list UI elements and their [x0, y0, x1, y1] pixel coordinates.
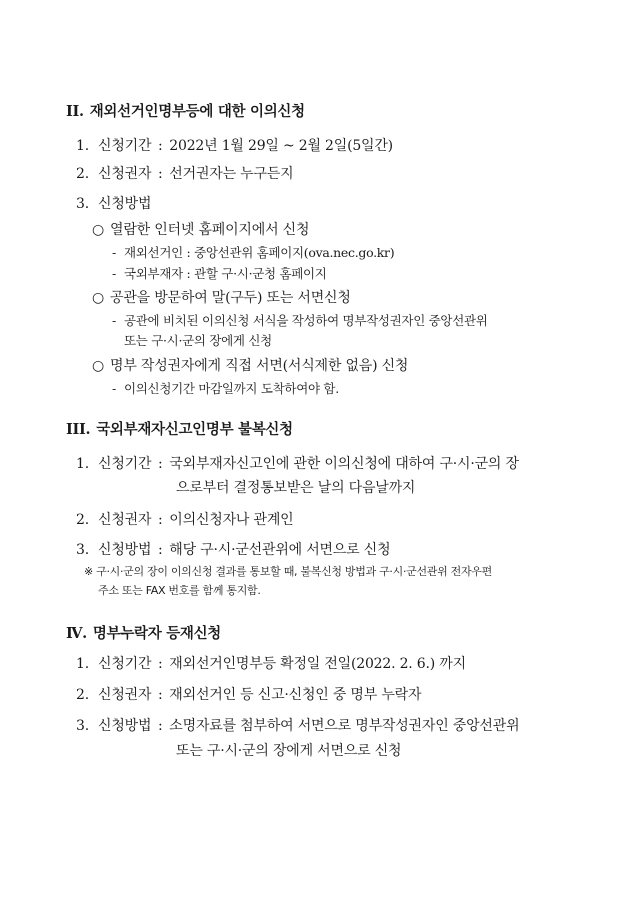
section-4-item-2: 2. 신청권자 : 재외선거인 등 신고·신청인 중 명부 누락자	[76, 687, 422, 703]
section-4-item-3: 3. 신청방법 : 소명자료를 첨부하여 서면으로 명부작성권자인 중앙선관위	[76, 718, 520, 734]
section-2-bullet-2-sub-1: - 공관에 비치된 이의신청 서식을 작성하여 명부작성권자인 중앙선관위	[112, 313, 488, 328]
section-4-roman: Ⅳ.	[66, 625, 87, 642]
section-3-item-1: 1. 신청기간 : 국외부재자신고인에 관한 이의신청에 대하여 구·시·군의 장	[76, 456, 519, 472]
section-2-bullet-2: ○ 공관을 방문하여 말(구두) 또는 서면신청	[92, 290, 351, 306]
section-2-heading	[66, 100, 305, 121]
section-4-heading	[66, 622, 221, 643]
section-3-title: 국외부재자신고인명부 불복신청	[96, 422, 293, 438]
dash-bullet-icon: -	[112, 313, 116, 328]
circle-bullet-icon: ○	[92, 222, 105, 238]
section-2-bullet-3: ○ 명부 작성권자에게 직접 서면(서식제한 없음) 신청	[92, 358, 409, 374]
section-4-item-3-cont: 또는 구·시·군의 장에게 서면으로 신청	[176, 743, 402, 759]
section-3-item-2: 2. 신청권자 : 이의신청자나 관계인	[76, 512, 294, 528]
section-3-item-1-cont: 으로부터 결정통보받은 날의 다음날까지	[176, 480, 416, 496]
section-2-bullet-1-sub-1: - 재외선거인 : 중앙선관위 홈페이지(ova.nec.go.kr)	[112, 245, 395, 260]
circle-bullet-icon: ○	[92, 358, 105, 374]
section-3-note-cont: 주소 또는 FAX 번호를 함께 통지함.	[98, 584, 261, 597]
section-2-bullet-1: ○ 열람한 인터넷 홈페이지에서 신청	[92, 222, 310, 238]
dash-bullet-icon: -	[112, 245, 116, 260]
section-4-title: 명부누락자 등재신청	[92, 626, 222, 642]
section-2-roman: II.	[66, 103, 84, 120]
section-2-item-3: 3. 신청방법	[76, 196, 152, 212]
section-2-item-2: 2. 신청권자 : 선거권자는 누구든지	[76, 166, 294, 182]
section-2-bullet-1-sub-2: - 국외부재자 : 관할 구·시·군청 홈페이지	[112, 266, 327, 281]
section-2-bullet-3-sub-1: - 이의신청기간 마감일까지 도착하여야 함.	[112, 381, 339, 396]
section-3-heading	[66, 418, 293, 439]
section-3-item-3: 3. 신청방법 : 해당 구·시·군선관위에 서면으로 신청	[76, 542, 391, 558]
circle-bullet-icon: ○	[92, 290, 105, 306]
section-3-roman: III.	[66, 421, 91, 438]
section-2-title: 재외선거인명부등에 대한 이의신청	[89, 104, 305, 120]
section-2-item-1: 1. 신청기간 : 2022년 1월 29일 ~ 2월 2일(5일간)	[76, 138, 393, 154]
section-4-item-1: 1. 신청기간 : 재외선거인명부등 확정일 전일(2022. 2. 6.) 까지	[76, 656, 466, 672]
dash-bullet-icon: -	[112, 381, 116, 396]
section-3-note: ※ 구·시·군의 장이 이의신청 결과를 통보할 때, 불복신청 방법과 구·시·군선관위 전자우편	[84, 565, 492, 578]
dash-bullet-icon: -	[112, 266, 116, 281]
section-2-bullet-2-sub-1-cont: 또는 구·시·군의 장에게 신청	[124, 333, 272, 348]
